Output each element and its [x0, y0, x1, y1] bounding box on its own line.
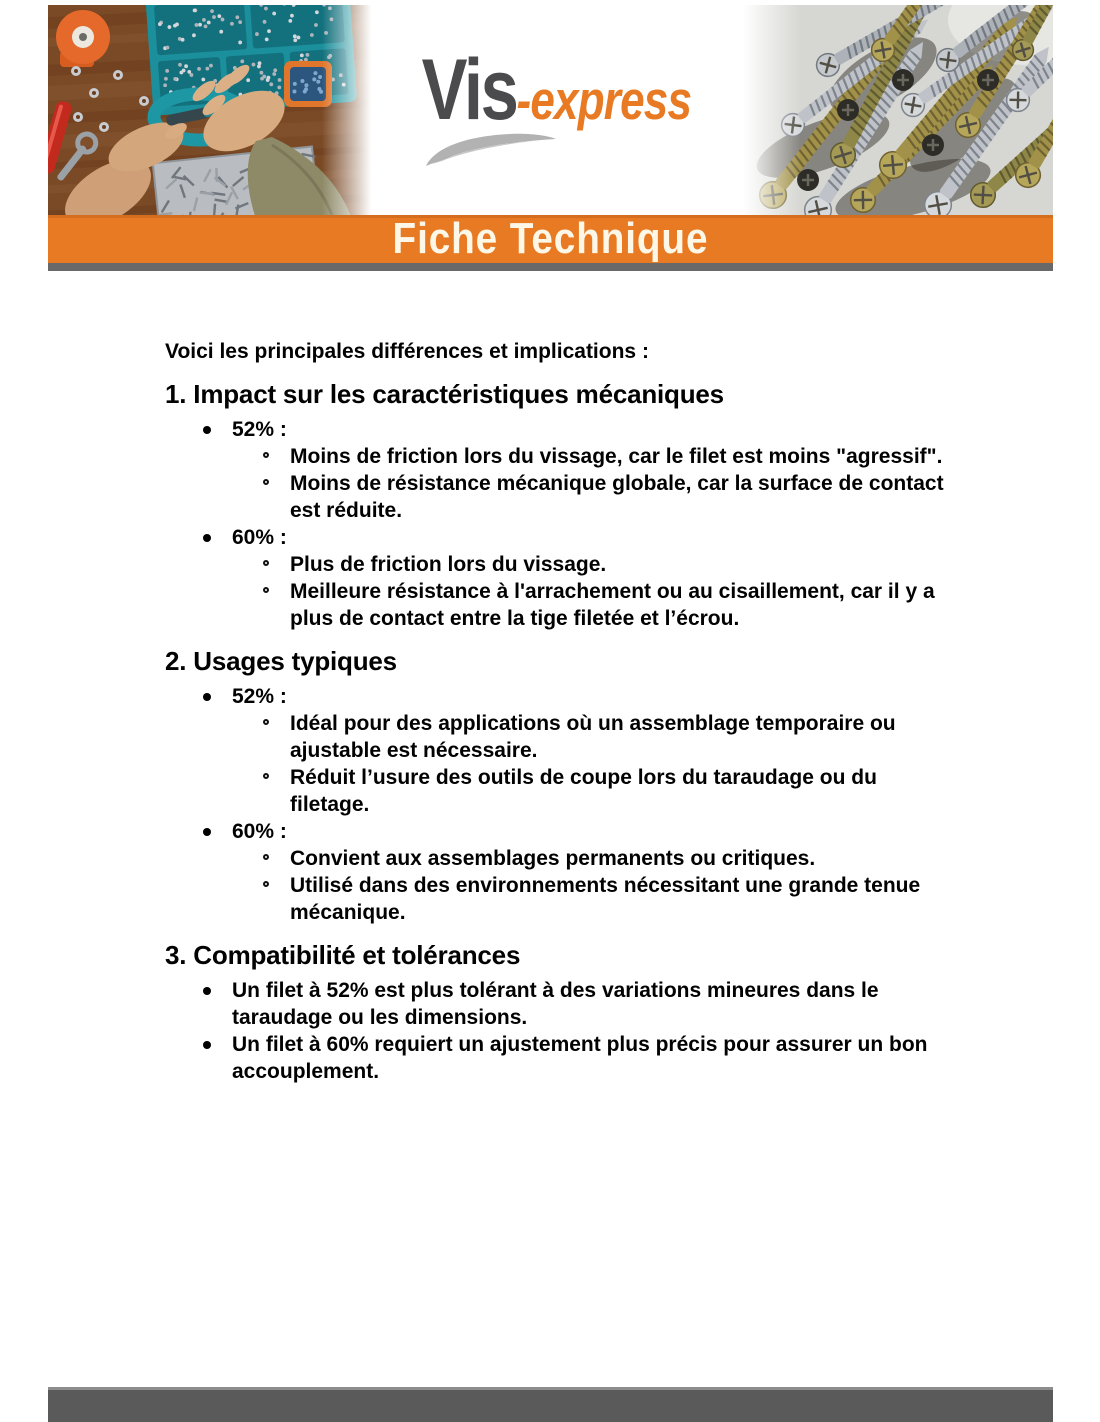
- bullet-text: 52% :: [232, 685, 287, 708]
- sub-bullet-text: Plus de friction lors du vissage.: [290, 553, 607, 576]
- bullet-circle-icon: [263, 854, 269, 860]
- sub-bullet-text: Convient aux assemblages permanents ou critiques.: [290, 847, 816, 870]
- bullet-circle-icon: [263, 773, 269, 779]
- photo-fade: [322, 5, 380, 215]
- sub-bullet-text: Moins de friction lors du vissage, car le filet est moins "agressif".: [290, 445, 943, 468]
- bullet-list: [165, 416, 948, 632]
- sub-bullet-item: [232, 443, 948, 470]
- bullet-dot-icon: [203, 534, 211, 542]
- sub-bullet-text: Réduit l’usure des outils de coupe lors du taraudage ou du filetage.: [290, 766, 877, 816]
- vis-express-logo: [380, 5, 733, 215]
- title-banner: [48, 215, 1053, 263]
- sub-bullet-item: [232, 764, 948, 818]
- sub-bullet-item: [232, 470, 948, 524]
- sub-bullet-item: [232, 845, 948, 872]
- document-body: [165, 338, 948, 1085]
- bullet-circle-icon: [263, 452, 269, 458]
- bullet-item: [165, 416, 948, 524]
- banner-title: Fiche Technique: [392, 214, 709, 263]
- logo-swoosh-icon: [422, 131, 562, 171]
- bullet-dot-icon: [203, 426, 211, 434]
- bullet-list: [165, 977, 948, 1085]
- sub-bullet-item: [232, 551, 948, 578]
- section-title: 2. Usages typiques: [165, 646, 397, 676]
- sub-bullet-text: Meilleure résistance à l'arrachement ou au cisaillement, car il y a plus de contact entre la tige filetée et l’écrou.: [290, 580, 935, 630]
- divider-bar: [48, 263, 1053, 271]
- bullet-text: 60% :: [232, 526, 287, 549]
- logo-text-express: -express: [516, 69, 692, 131]
- bullet-dot-icon: [203, 828, 211, 836]
- bullet-circle-icon: [263, 881, 269, 887]
- sub-bullet-list: [232, 710, 948, 818]
- sub-bullet-text: Utilisé dans des environnements nécessitant une grande tenue mécanique.: [290, 874, 921, 924]
- bullet-dot-icon: [203, 1041, 211, 1049]
- bullet-dot-icon: [203, 987, 211, 995]
- bullet-item: [165, 524, 948, 632]
- logo-text-vis: Vis: [421, 42, 517, 138]
- sub-bullet-text: Idéal pour des applications où un assemblage temporaire ou ajustable est nécessaire.: [290, 712, 896, 762]
- sub-bullet-item: [232, 710, 948, 764]
- bullet-item: [165, 683, 948, 818]
- bullet-circle-icon: [263, 479, 269, 485]
- bullet-text: 52% :: [232, 418, 287, 441]
- bullet-circle-icon: [263, 587, 269, 593]
- section-title: 1. Impact sur les caractéristiques mécaniques: [165, 379, 724, 409]
- intro-paragraph: Voici les principales différences et implications :: [165, 340, 649, 363]
- screws-photo: [733, 5, 1053, 215]
- sub-bullet-item: [232, 578, 948, 632]
- bullet-text: Un filet à 52% est plus tolérant à des variations mineures dans le taraudage ou les dimensions.: [232, 979, 879, 1029]
- bullet-item: [165, 818, 948, 926]
- photo-fade: [733, 5, 801, 215]
- sub-bullet-list: [232, 443, 948, 524]
- bullet-item: [165, 977, 948, 1031]
- section-title: 3. Compatibilité et tolérances: [165, 940, 521, 970]
- bullet-circle-icon: [263, 560, 269, 566]
- bullet-item: [165, 1031, 948, 1085]
- sub-bullet-list: [232, 845, 948, 926]
- bullet-circle-icon: [263, 719, 269, 725]
- sub-bullet-list: [232, 551, 948, 632]
- sub-bullet-item: [232, 872, 948, 926]
- sub-bullet-text: Moins de résistance mécanique globale, car la surface de contact est réduite.: [290, 472, 944, 522]
- footer-bar: [48, 1387, 1053, 1422]
- bullet-text: Un filet à 60% requiert un ajustement plus précis pour assurer un bon accouplement.: [232, 1033, 928, 1083]
- workbench-photo: [48, 5, 380, 215]
- bullet-dot-icon: [203, 693, 211, 701]
- bullet-text: 60% :: [232, 820, 287, 843]
- bullet-list: [165, 683, 948, 926]
